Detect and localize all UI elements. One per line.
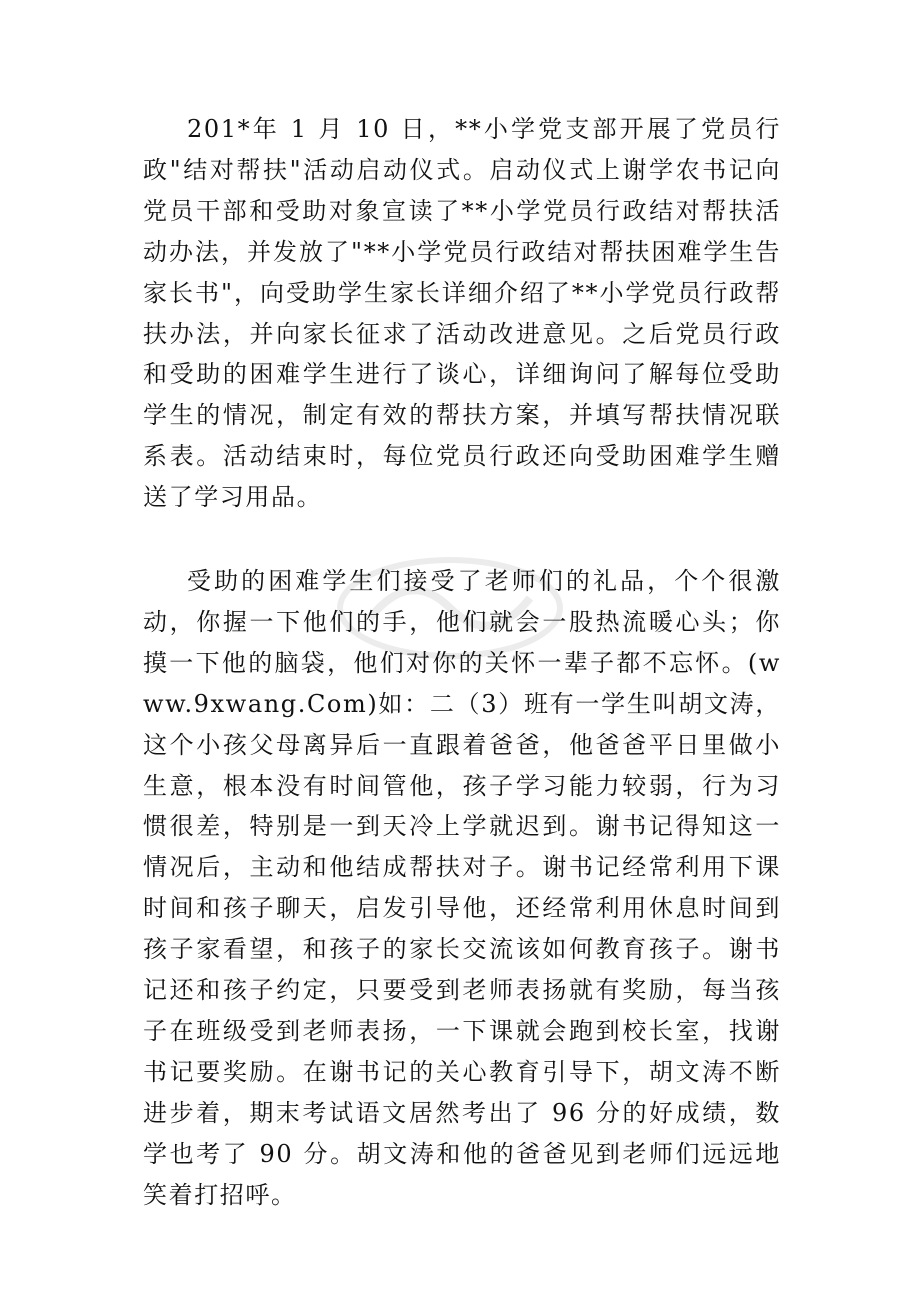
paragraph-activity-launch: 201*年 1 月 10 日，**小学党支部开展了党员行政"结对帮扶"活动启动仪式。启动仪式上谢学农书记向党员干部和受助对象宣读了**小学党员行政结对帮扶活动办法，并发放了"**小学党员行政结对帮扶困难学生告家长书"，向受助学生家长详细介绍了**小学党员行政帮扶办法，并向家长征求了活动改进意见。之后党员行政和受助的困难学生进行了谈心，详细询问了解每位受助学生的情况，制定有效的帮扶方案，并填写帮扶情况联系表。活动结束时，每位党员行政还向受助困难学生赠送了学习用品。 <box>143 115 781 512</box>
paragraph-student-story: 受助的困难学生们接受了老师们的礼品，个个很激动，你握一下他们的手，他们就会一股热流暖心头；你摸一下他的脑袋，他们对你的关怀一辈子都不忘怀。(www.9xwang.Com)如：二（3）班有一学生叫胡文涛，这个小孩父母离异后一直跟着爸爸，他爸爸平日里做小生意，根本没有时间管他，孩子学习能力较弱，行为习惯很差，特别是一到天冷上学就迟到。谢书记得知这一情况后，主动和他结成帮扶对子。谢书记经常利用下课时间和孩子聊天，启发引导他，还经常利用休息时间到孩子家看望，和孩子的家长交流该如何教育孩子。谢书记还和孩子约定，只要受到老师表扬就有奖励，每当孩子在班级受到老师表扬，一下课就会跑到校长室，找谢书记要奖励。在谢书记的关心教育引导下，胡文涛不断进步着，期末考试语文居然考出了 96 分的好成绩，数学也考了 90 分。胡文涛和他的爸爸见到老师们远远地笑着打招呼。 <box>143 567 781 1209</box>
